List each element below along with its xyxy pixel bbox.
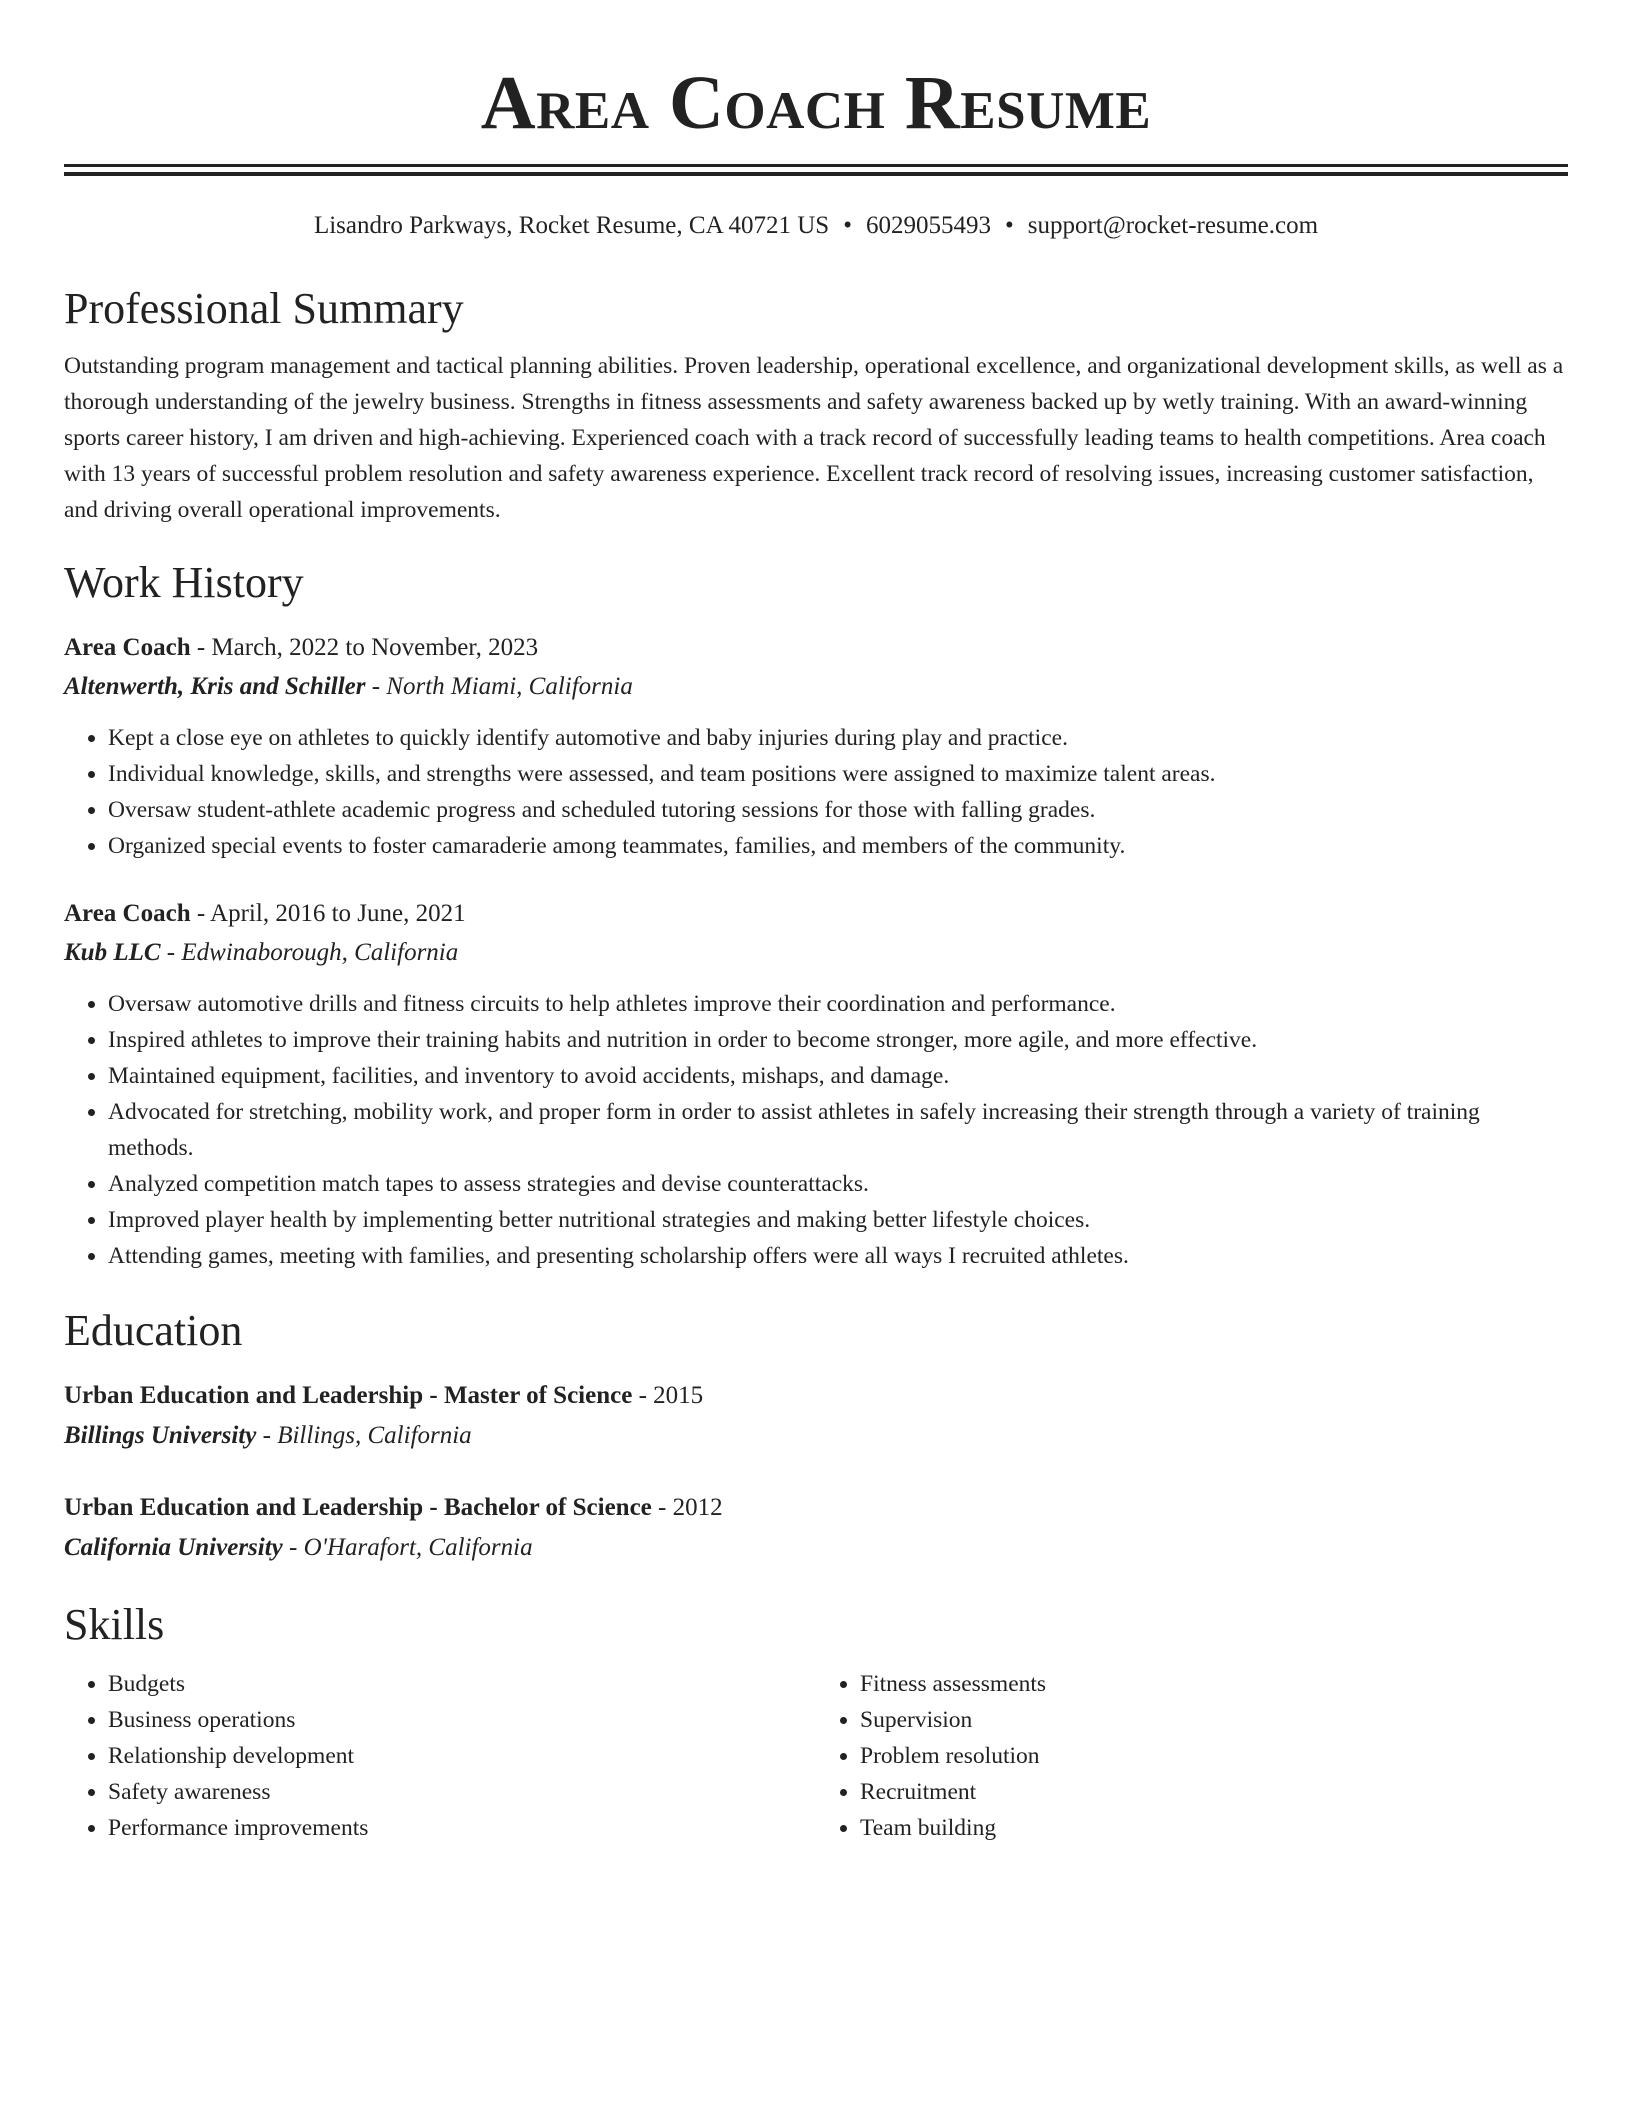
work-history-heading: Work History (64, 558, 304, 607)
skills-heading: Skills (64, 1600, 165, 1649)
skill-item: • Supervision (860, 1702, 1568, 1738)
contact-separator: • (1004, 212, 1014, 239)
job-bullets (64, 720, 1568, 864)
summary-text: Outstanding program management and tactical planning abilities. Proven leadership, operational excellence, and organizational development skills, as well as a thorough understanding of the jewelry business. Strengths in fitness assessments and safety awareness backed up by wetly training. With an award-winning sports career history, I am driven and high-achieving. Experienced coach with a track record of successfully leading teams to health competitions. Area coach with 13 years of successful problem resolution and safety awareness experience. Excellent track record of resolving issues, increasing customer satisfaction, and driving overall operational improvements. (64, 353, 1564, 523)
resume-title: Area Coach Resume (480, 61, 1152, 145)
degree-year: - 2015 (632, 1382, 704, 1409)
job-bullet: • Maintained equipment, facilities, and inventory to avoid accidents, mishaps, and damage. (108, 1058, 1568, 1094)
title-divider (64, 164, 1568, 176)
contact-separator: • (843, 212, 852, 239)
job-bullet: • Attending games, meeting with families, and presenting scholarship offers were all ways I recruited athletes. (108, 1238, 1568, 1274)
job-dates: - March, 2022 to November, 2023 (190, 634, 539, 661)
degree-year: - 2012 (651, 1494, 723, 1521)
school-name: Billings University (64, 1422, 257, 1449)
company-name: Kub LLC (64, 939, 161, 966)
skill-item: • Relationship development (108, 1738, 816, 1774)
education-entry (64, 1488, 1568, 1568)
degree-line (64, 1376, 1568, 1416)
job-bullet: • Oversaw student-athlete academic progress and scheduled tutoring sessions for those with falling grades. (108, 792, 1568, 828)
school-location: - Billings, California (256, 1422, 472, 1449)
contact-line (64, 210, 1568, 242)
skill-item: • Performance improvements (108, 1810, 816, 1846)
job-bullet: • Individual knowledge, skills, and strengths were assessed, and team positions were assigned to maximize talent areas. (108, 756, 1568, 792)
company-line (64, 667, 1568, 706)
job-bullet: • Oversaw automotive drills and fitness circuits to help athletes improve their coordination and performance. (108, 986, 1568, 1022)
skills-left-column (64, 1666, 816, 1846)
job-entry (64, 628, 1568, 864)
school-name: California University (64, 1534, 283, 1561)
contact-email: support@rocket-resume.com (1027, 212, 1319, 239)
summary-heading: Professional Summary (64, 284, 464, 333)
job-title-line (64, 894, 1568, 933)
job-bullet: • Kept a close eye on athletes to quickly identify automotive and baby injuries during play and practice. (108, 720, 1568, 756)
skill-item: • Safety awareness (108, 1774, 816, 1810)
degree-line (64, 1488, 1568, 1528)
skills-right-column (816, 1666, 1568, 1846)
education-heading: Education (64, 1306, 243, 1355)
company-location: - North Miami, California (365, 673, 633, 700)
contact-address: Lisandro Parkways, Rocket Resume, CA 40721 US (313, 212, 830, 239)
company-line (64, 933, 1568, 972)
job-bullet: • Inspired athletes to improve their training habits and nutrition in order to become stronger, more agile, and more effective. (108, 1022, 1568, 1058)
degree-name: Urban Education and Leadership - Master of Science (64, 1382, 633, 1409)
skills-columns (64, 1666, 1568, 1846)
job-dates: - April, 2016 to June, 2021 (190, 900, 466, 927)
company-location: - Edwinaborough, California (160, 939, 459, 966)
degree-name: Urban Education and Leadership - Bachelor of Science (64, 1494, 652, 1521)
school-line (64, 1416, 1568, 1456)
job-bullet: • Advocated for stretching, mobility work, and proper form in order to assist athletes in safely increasing their strength through a variety of training methods. (108, 1094, 1568, 1166)
skill-item: • Team building (860, 1810, 1568, 1846)
school-line (64, 1528, 1568, 1568)
company-name: Altenwerth, Kris and Schiller (64, 673, 366, 700)
skill-item: • Problem resolution (860, 1738, 1568, 1774)
skill-item: • Business operations (108, 1702, 816, 1738)
job-entry (64, 894, 1568, 1274)
job-bullet: • Analyzed competition match tapes to assess strategies and devise counterattacks. (108, 1166, 1568, 1202)
school-location: - O'Harafort, California (282, 1534, 533, 1561)
job-title: Area Coach (64, 634, 191, 661)
skill-item: • Fitness assessments (860, 1666, 1568, 1702)
job-title-line (64, 628, 1568, 667)
skill-item: • Recruitment (860, 1774, 1568, 1810)
contact-phone: 6029055493 (865, 212, 991, 239)
job-bullets (64, 986, 1568, 1274)
education-entry (64, 1376, 1568, 1456)
job-title: Area Coach (64, 900, 191, 927)
job-bullet: • Improved player health by implementing better nutritional strategies and making better lifestyle choices. (108, 1202, 1568, 1238)
skill-item: • Budgets (108, 1666, 816, 1702)
job-bullet: • Organized special events to foster camaraderie among teammates, families, and members of the community. (108, 828, 1568, 864)
